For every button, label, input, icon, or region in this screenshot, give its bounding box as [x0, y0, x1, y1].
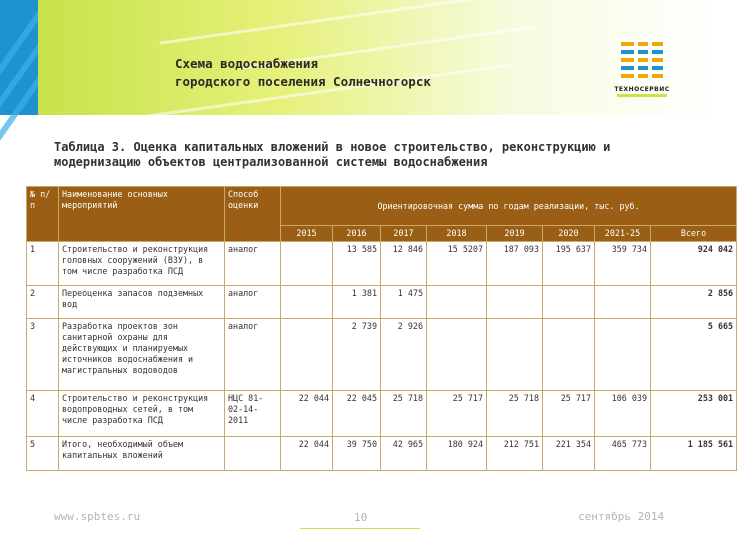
row-no: 2: [27, 286, 59, 319]
logo-text: ТЕХНОСЕРВИС: [614, 86, 670, 93]
company-logo: [612, 38, 672, 100]
year-header: 2015: [281, 226, 333, 242]
year-header: 2016: [333, 226, 381, 242]
row-name: Строительство и реконструкция головных сооружений (ВЗУ), в том числе разработка ПСД: [59, 242, 225, 286]
year-header: 2021-25: [595, 226, 651, 242]
row-value: 195 637: [543, 242, 595, 286]
row-value: [543, 319, 595, 391]
row-value: 1 381: [333, 286, 381, 319]
row-value: 187 093: [487, 242, 543, 286]
year-header: 2020: [543, 226, 595, 242]
row-value: [543, 286, 595, 319]
row-method: аналог: [225, 242, 281, 286]
row-value: [487, 286, 543, 319]
table-row: [27, 242, 737, 286]
row-value: 1 475: [381, 286, 427, 319]
table-row: [27, 319, 737, 391]
decorative-left-strip: [0, 0, 38, 115]
header-name: Наименование основных мероприятий: [59, 187, 225, 242]
row-method: аналог: [225, 286, 281, 319]
row-name: Итого, необходимый объем капитальных вложений: [59, 437, 225, 471]
row-value: [427, 286, 487, 319]
year-header: 2017: [381, 226, 427, 242]
row-value: 13 585: [333, 242, 381, 286]
row-value: 359 734: [595, 242, 651, 286]
row-value: 22 045: [333, 391, 381, 437]
row-value: 15 5207: [427, 242, 487, 286]
row-value: [595, 319, 651, 391]
logo-underline: [617, 94, 667, 97]
row-value: 22 044: [281, 391, 333, 437]
row-value: [281, 286, 333, 319]
header-sum: Ориентировочная сумма по годам реализации, тыс. руб.: [281, 187, 737, 226]
footer-date: сентябрь 2014: [578, 510, 665, 523]
row-value: 25 717: [543, 391, 595, 437]
row-value: 25 718: [487, 391, 543, 437]
row-no: 4: [27, 391, 59, 437]
row-no: 5: [27, 437, 59, 471]
row-value: [281, 242, 333, 286]
page-number: 10: [354, 511, 368, 524]
row-value: 25 718: [381, 391, 427, 437]
row-method: [225, 437, 281, 471]
year-header: 2019: [487, 226, 543, 242]
row-value: 212 751: [487, 437, 543, 471]
row-total: 2 856: [651, 286, 737, 319]
footer-website-link[interactable]: www.spbtes.ru: [54, 510, 141, 523]
row-name: Строительство и реконструкция водопроводных сетей, в том числе разработка ПСД: [59, 391, 225, 437]
row-value: 465 773: [595, 437, 651, 471]
row-value: 12 846: [381, 242, 427, 286]
logo-mark-icon: [618, 38, 666, 84]
header-method: Способ оценки: [225, 187, 281, 242]
table-header-row: [27, 187, 737, 226]
row-value: 180 924: [427, 437, 487, 471]
row-no: 1: [27, 242, 59, 286]
row-value: 221 354: [543, 437, 595, 471]
row-value: [595, 286, 651, 319]
title-line-1: Схема водоснабжения: [175, 56, 318, 71]
table-row: [27, 437, 737, 471]
year-header: Всего: [651, 226, 737, 242]
row-value: [487, 319, 543, 391]
table-row: [27, 286, 737, 319]
row-value: [427, 319, 487, 391]
header-no: № п/п: [27, 187, 59, 242]
row-total: 5 665: [651, 319, 737, 391]
row-value: 106 039: [595, 391, 651, 437]
year-header: 2018: [427, 226, 487, 242]
row-value: 2 739: [333, 319, 381, 391]
row-value: 42 965: [381, 437, 427, 471]
page-title: [175, 55, 431, 91]
row-value: [281, 319, 333, 391]
row-value: 22 044: [281, 437, 333, 471]
row-total: 253 001: [651, 391, 737, 437]
row-value: 39 750: [333, 437, 381, 471]
row-total: 924 042: [651, 242, 737, 286]
row-no: 3: [27, 319, 59, 391]
row-name: Переоценка запасов подземных вод: [59, 286, 225, 319]
title-line-2: городского поселения Солнечногорск: [175, 74, 431, 89]
row-value: 25 717: [427, 391, 487, 437]
table-row: [27, 391, 737, 437]
row-method: аналог: [225, 319, 281, 391]
investment-table: [26, 186, 737, 471]
row-method: НЦС 81-02-14-2011: [225, 391, 281, 437]
row-value: 2 926: [381, 319, 427, 391]
row-total: 1 185 561: [651, 437, 737, 471]
row-name: Разработка проектов зон санитарной охраны для действующих и планируемых источников водоснабжения и магистральных водоводов: [59, 319, 225, 391]
footer-divider: [300, 528, 420, 529]
table-caption: Таблица 3. Оценка капитальных вложений в новое строительство, реконструкцию и модернизацию объектов централизованной системы водоснабжения: [54, 140, 611, 169]
